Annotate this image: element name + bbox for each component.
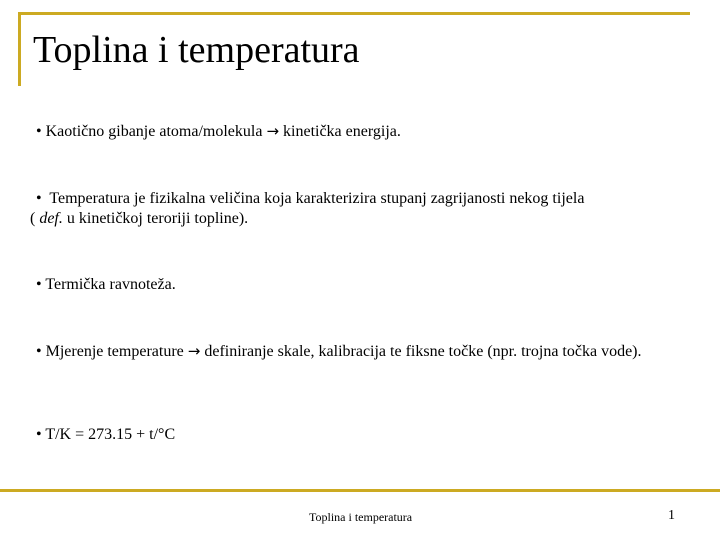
bullet-measuring-temperature — [36, 341, 656, 362]
bullet-text: T/K = 273.15 + t/°C — [45, 426, 176, 443]
bullet-text: u kinetičkoj teroriji topline). — [66, 210, 249, 227]
footer-divider — [0, 489, 720, 492]
bullet-temperature-definition — [30, 189, 680, 229]
title-frame-top — [18, 12, 690, 15]
bullet-text: Kaotično gibanje atoma/molekula — [45, 123, 263, 140]
bullet-marker: • — [36, 343, 42, 360]
footer-title: Toplina i temperatura — [309, 510, 413, 524]
bullet-text: definiranje skale, kalibracija te fiksne točke (npr. trojna točka vode). — [204, 343, 642, 360]
title-frame-left — [18, 12, 21, 86]
bullet-text: kinetička energija. — [283, 123, 401, 140]
bullet-marker: • — [36, 123, 42, 140]
bullet-thermal-equilibrium — [36, 275, 676, 295]
bullet-marker: • — [36, 190, 42, 207]
bullet-text: ( — [30, 210, 36, 227]
arrow-right-icon: → — [266, 122, 280, 140]
italic-def: def. — [39, 210, 63, 227]
bullet-text: Mjerenje temperature — [45, 343, 184, 360]
bullet-marker: • — [36, 276, 42, 293]
page-number: 1 — [668, 508, 675, 523]
bullet-kinetic-energy — [36, 121, 676, 142]
arrow-right-icon: → — [187, 342, 201, 360]
bullet-text: Temperatura je fizikalna veličina koja karakterizira stupanj zagrijanosti nekog tijela — [49, 190, 585, 207]
bullet-text: Termička ravnoteža. — [45, 276, 176, 293]
bullet-marker: • — [36, 426, 42, 443]
bullet-kelvin-formula — [36, 425, 676, 445]
slide-title: Toplina i temperatura — [33, 29, 360, 71]
